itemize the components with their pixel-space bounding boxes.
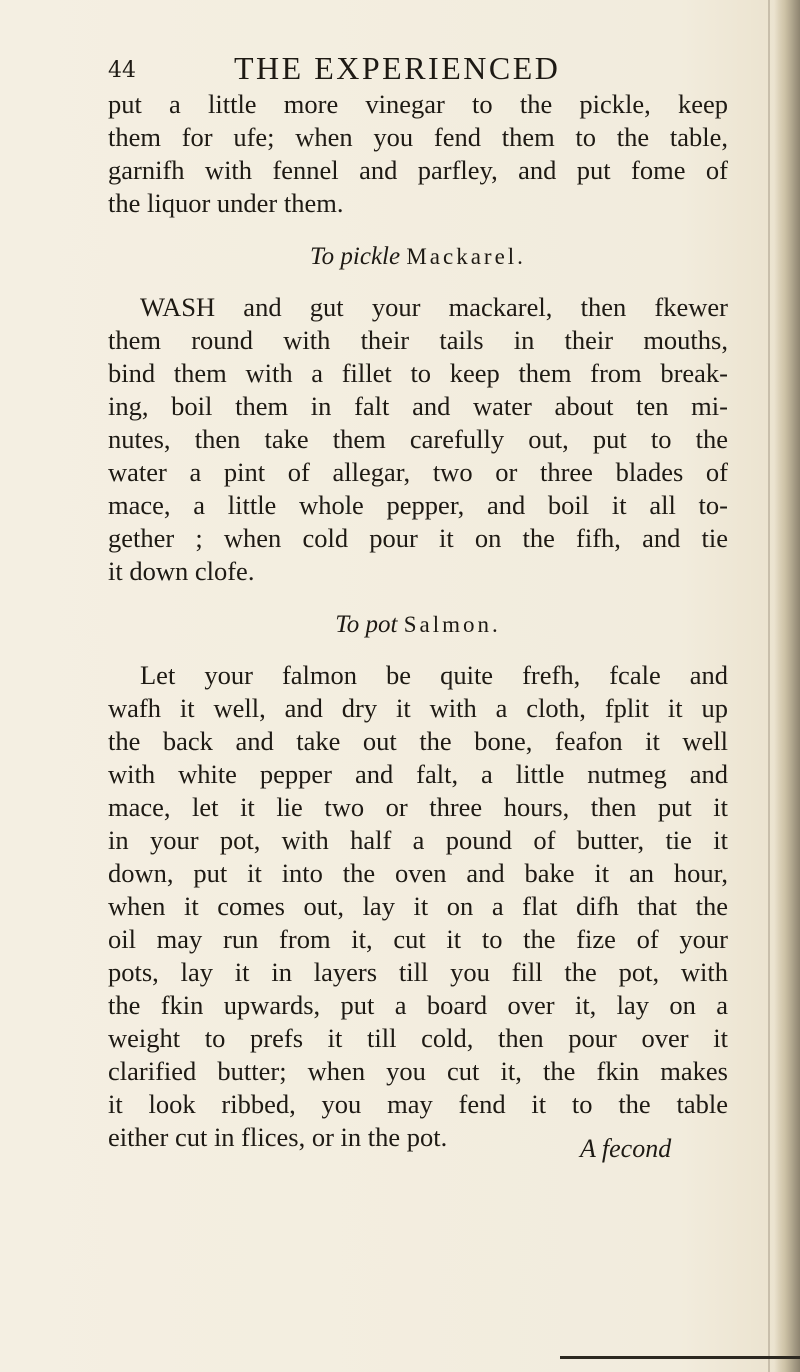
text-line: down, put it into the oven and bake it an hour, xyxy=(108,858,728,888)
heading-caps: Mackarel. xyxy=(406,244,526,269)
heading-caps: Salmon. xyxy=(403,612,501,637)
text-line: it down clofe. xyxy=(108,556,255,586)
page-edge-shadow xyxy=(768,0,770,1372)
text-line: nutes, then take them carefully out, put to the xyxy=(108,424,728,454)
text-line: in your pot, with half a pound of butter, tie it xyxy=(108,825,728,855)
text-line: WASH and gut your mackarel, then fkewer xyxy=(140,292,728,322)
text-line: oil may run from it, cut it to the fize of your xyxy=(108,924,728,954)
text-line: the fkin upwards, put a board over it, lay on a xyxy=(108,990,728,1020)
recipe-heading-salmon xyxy=(108,608,728,641)
continuation-paragraph xyxy=(108,88,728,220)
heading-italic: To pot xyxy=(335,611,398,638)
text-line: either cut in flices, or in the pot. xyxy=(108,1122,448,1152)
page-header xyxy=(108,50,748,90)
page-bottom-shadow xyxy=(560,1356,800,1359)
text-line: gether ; when cold pour it on the fifh, and tie xyxy=(108,523,728,553)
text-line: put a little more vinegar to the pickle, keep xyxy=(108,89,728,119)
text-line: pots, lay it in layers till you fill the pot, with xyxy=(108,957,728,987)
book-spine-edge xyxy=(774,0,800,1372)
text-line: the back and take out the bone, feafon it well xyxy=(108,726,728,756)
text-line: mace, a little whole pepper, and boil it all to- xyxy=(108,490,728,520)
text-line: garnifh with fennel and parfley, and put fome of xyxy=(108,155,728,185)
text-line: bind them with a fillet to keep them from break- xyxy=(108,358,728,388)
text-line: weight to prefs it till cold, then pour over it xyxy=(108,1023,728,1053)
text-line: when it comes out, lay it on a flat difh that the xyxy=(108,891,728,921)
recipe-paragraph-mackarel xyxy=(108,291,728,588)
recipe-paragraph-salmon xyxy=(108,659,728,1154)
page-number: 44 xyxy=(108,58,136,83)
text-line: with white pepper and falt, a little nutmeg and xyxy=(108,759,728,789)
heading-italic: To pickle xyxy=(310,243,401,270)
text-line: ing, boil them in falt and water about ten mi- xyxy=(108,391,728,421)
page-body xyxy=(108,88,728,1154)
catchword: A fecond xyxy=(580,1134,672,1163)
text-line: clarified butter; when you cut it, the fkin makes xyxy=(108,1056,728,1086)
text-line: it look ribbed, you may fend it to the table xyxy=(108,1089,728,1119)
text-line: Let your falmon be quite frefh, fcale and xyxy=(140,660,728,690)
text-line: the liquor under them. xyxy=(108,188,344,218)
text-line: them for ufe; when you fend them to the table, xyxy=(108,122,728,152)
text-line: wafh it well, and dry it with a cloth, fplit it up xyxy=(108,693,728,723)
text-line: them round with their tails in their mouths, xyxy=(108,325,728,355)
running-title: THE EXPERIENCED xyxy=(234,50,561,86)
text-line: water a pint of allegar, two or three blades of xyxy=(108,457,728,487)
recipe-heading-mackarel xyxy=(108,240,728,273)
text-line: mace, let it lie two or three hours, then put it xyxy=(108,792,728,822)
